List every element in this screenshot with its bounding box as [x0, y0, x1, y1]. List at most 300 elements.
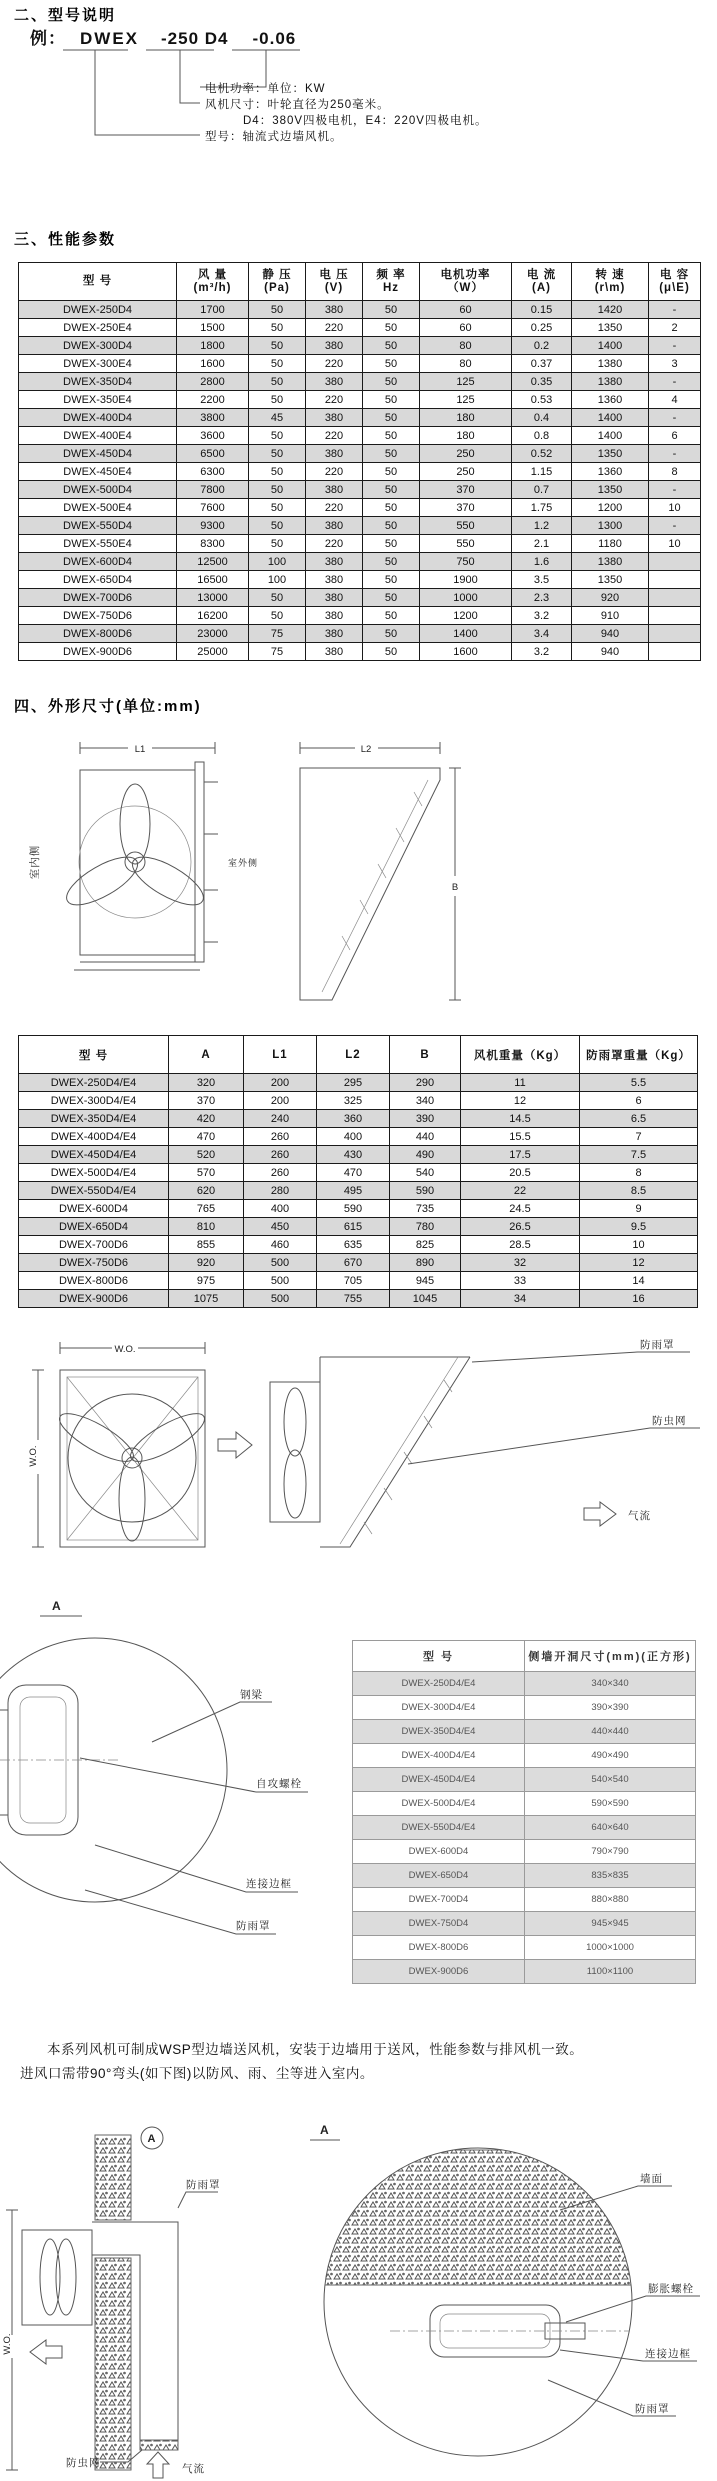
table-cell: 380: [306, 517, 363, 535]
table-cell: 1600: [420, 643, 512, 661]
table-cell: -: [649, 481, 701, 499]
callout-fan-size: 风机尺寸：叶轮直径为250毫米。: [205, 99, 390, 111]
table-cell: DWEX-900D6: [19, 643, 177, 661]
table-cell: 80: [420, 337, 512, 355]
table-cell: 240: [244, 1110, 317, 1128]
table-cell: 380: [306, 445, 363, 463]
table-cell: 440×440: [525, 1720, 696, 1744]
table-cell: 790×790: [525, 1840, 696, 1864]
table-cell: 0.53: [512, 391, 572, 409]
table-row: [19, 1074, 698, 1092]
table-cell: 380: [306, 625, 363, 643]
table-cell: 280: [244, 1182, 317, 1200]
table-row: [19, 1092, 698, 1110]
table-cell: [649, 589, 701, 607]
table-cell: 50: [363, 535, 420, 553]
table-cell: DWEX-500D4/E4: [19, 1164, 169, 1182]
table-cell: 50: [249, 607, 306, 625]
label-steel-beam: 钢梁: [240, 1689, 263, 1701]
table-cell: DWEX-700D6: [19, 589, 177, 607]
table-cell: 26.5: [461, 1218, 580, 1236]
table-row: [19, 409, 701, 427]
wsp-install-drawings: [0, 2110, 717, 2481]
detail-a-marker: A: [52, 1599, 62, 1613]
table-cell: 7: [580, 1128, 698, 1146]
table-cell: DWEX-450E4: [19, 463, 177, 481]
table-row: [19, 535, 701, 553]
performance-table-body: [19, 301, 701, 661]
table-cell: DWEX-500E4: [19, 499, 177, 517]
table-cell: 7800: [177, 481, 249, 499]
label-rain-hood-wall: 防雨罩: [635, 2403, 670, 2415]
table-row: [353, 1792, 696, 1816]
table-row: [353, 1840, 696, 1864]
table-cell: 电机功率 （W）: [420, 263, 512, 301]
table-row: [353, 1960, 696, 1984]
table-row: [353, 1816, 696, 1840]
table-cell: 25000: [177, 643, 249, 661]
table-cell: 34: [461, 1290, 580, 1308]
table-cell: 3800: [177, 409, 249, 427]
table-cell: 14: [580, 1272, 698, 1290]
table-cell: 6500: [177, 445, 249, 463]
table-cell: DWEX-900D6: [353, 1960, 525, 1984]
table-row: [19, 589, 701, 607]
table-row: [19, 1254, 698, 1272]
table-cell: 1360: [572, 463, 649, 481]
table-cell: 220: [306, 391, 363, 409]
table-cell: 15.5: [461, 1128, 580, 1146]
table-row: [353, 1864, 696, 1888]
table-cell: 200: [244, 1092, 317, 1110]
table-row: [19, 499, 701, 517]
table-cell: 50: [249, 355, 306, 373]
table-cell: 0.2: [512, 337, 572, 355]
table-cell: 50: [363, 607, 420, 625]
table-cell: 转 速 (r\m): [572, 263, 649, 301]
table-cell: 50: [363, 409, 420, 427]
table-cell: DWEX-750D4: [353, 1912, 525, 1936]
table-cell: 50: [363, 445, 420, 463]
table-cell: 390: [390, 1110, 461, 1128]
table-cell: 3.2: [512, 643, 572, 661]
table-cell: 0.35: [512, 373, 572, 391]
table-cell: 550: [420, 535, 512, 553]
table-cell: 500: [244, 1290, 317, 1308]
table-cell: -: [649, 373, 701, 391]
table-cell: 945×945: [525, 1912, 696, 1936]
table-row: [19, 337, 701, 355]
table-row: [353, 1912, 696, 1936]
table-cell: DWEX-350D4: [19, 373, 177, 391]
table-cell: 325: [317, 1092, 390, 1110]
table-cell: 50: [363, 553, 420, 571]
table-cell: 920: [169, 1254, 244, 1272]
table-cell: 防雨罩重量（Kg）: [580, 1036, 698, 1074]
table-cell: 50: [363, 625, 420, 643]
dimension-table: [18, 1035, 698, 1308]
table-cell: 3.2: [512, 607, 572, 625]
table-row: [19, 571, 701, 589]
table-cell: 765: [169, 1200, 244, 1218]
table-cell: 16500: [177, 571, 249, 589]
table-cell: 11: [461, 1074, 580, 1092]
table-cell: 1.15: [512, 463, 572, 481]
table-cell: 945: [390, 1272, 461, 1290]
table-row: [19, 1110, 698, 1128]
label-indoor-side: 室内侧: [29, 844, 41, 880]
table-cell: 380: [306, 643, 363, 661]
table-row: [19, 373, 701, 391]
table-cell: 9.5: [580, 1218, 698, 1236]
table-cell: 975: [169, 1272, 244, 1290]
table-cell: 890: [390, 1254, 461, 1272]
table-cell: 380: [306, 373, 363, 391]
table-cell: 50: [363, 355, 420, 373]
label-expansion-bolt: 膨胀螺栓: [648, 2283, 694, 2295]
table-cell: 型 号: [19, 263, 177, 301]
table-cell: 1350: [572, 571, 649, 589]
table-cell: 24.5: [461, 1200, 580, 1218]
table-cell: 50: [363, 391, 420, 409]
table-cell: 50: [363, 589, 420, 607]
table-row: [19, 1200, 698, 1218]
table-cell: 1300: [572, 517, 649, 535]
table-cell: 1500: [177, 319, 249, 337]
table-cell: 620: [169, 1182, 244, 1200]
table-cell: 2800: [177, 373, 249, 391]
table-cell: 260: [244, 1146, 317, 1164]
table-cell: 8300: [177, 535, 249, 553]
table-cell: 590: [390, 1182, 461, 1200]
table-cell: 380: [306, 589, 363, 607]
table-cell: DWEX-650D4: [19, 571, 177, 589]
table-row: [19, 445, 701, 463]
table-row: [353, 1888, 696, 1912]
table-cell: 静 压 (Pa): [249, 263, 306, 301]
elbow-install-drawing: [2, 2127, 221, 2478]
table-cell: DWEX-350E4: [19, 391, 177, 409]
table-cell: 50: [249, 481, 306, 499]
label-self-tapping-bolt: 自攻螺栓: [256, 1778, 302, 1790]
label-insect-screen-install: 防虫网: [66, 2457, 101, 2469]
table-cell: 220: [306, 355, 363, 373]
table-cell: L2: [317, 1036, 390, 1074]
table-cell: 50: [249, 391, 306, 409]
table-cell: 360: [317, 1110, 390, 1128]
table-cell: DWEX-250D4/E4: [353, 1672, 525, 1696]
dimension-table-body: [19, 1074, 698, 1308]
wall-opening-table-body: [353, 1672, 696, 1984]
table-cell: 200: [244, 1074, 317, 1092]
table-cell: 340: [390, 1092, 461, 1110]
table-cell: 370: [420, 499, 512, 517]
table-cell: 370: [169, 1092, 244, 1110]
table-cell: 1200: [420, 607, 512, 625]
table-row: [19, 553, 701, 571]
table-cell: 5.5: [580, 1074, 698, 1092]
table-cell: 6300: [177, 463, 249, 481]
table-cell: DWEX-250E4: [19, 319, 177, 337]
table-cell: 风机重量（Kg）: [461, 1036, 580, 1074]
label-rain-hood-install: 防雨罩: [186, 2179, 221, 2191]
label-connect-frame-wall: 连接边框: [645, 2348, 691, 2360]
table-cell: 0.15: [512, 301, 572, 319]
table-cell: DWEX-650D4: [19, 1218, 169, 1236]
table-cell: 频 率 Hz: [363, 263, 420, 301]
table-cell: 1600: [177, 355, 249, 373]
table-cell: [649, 571, 701, 589]
table-cell: 10: [649, 535, 701, 553]
table-cell: 10: [649, 499, 701, 517]
table-cell: 6.5: [580, 1110, 698, 1128]
table-cell: 50: [363, 319, 420, 337]
table-cell: 20.5: [461, 1164, 580, 1182]
table-cell: -: [649, 445, 701, 463]
table-cell: 2200: [177, 391, 249, 409]
table-cell: 1100×1100: [525, 1960, 696, 1984]
table-cell: 380: [306, 337, 363, 355]
table-cell: 250: [420, 463, 512, 481]
table-cell: 3.5: [512, 571, 572, 589]
table-cell: 50: [249, 427, 306, 445]
table-cell: DWEX-450D4/E4: [19, 1146, 169, 1164]
hood-labeled-drawing: [218, 1339, 700, 1547]
table-cell: -: [649, 337, 701, 355]
table-cell: 460: [244, 1236, 317, 1254]
fan-front-view-drawing: [28, 1342, 210, 1547]
example-part-series: DWEX: [80, 29, 139, 48]
table-row: [353, 1720, 696, 1744]
table-cell: 290: [390, 1074, 461, 1092]
table-cell: 33: [461, 1272, 580, 1290]
table-cell: 1380: [572, 355, 649, 373]
label-airflow-out: 气流: [628, 1510, 651, 1522]
table-cell: DWEX-800D6: [19, 625, 177, 643]
table-cell: DWEX-250D4/E4: [19, 1074, 169, 1092]
table-cell: 670: [317, 1254, 390, 1272]
table-cell: 8: [580, 1164, 698, 1182]
table-cell: 50: [249, 499, 306, 517]
table-row: [19, 355, 701, 373]
table-cell: 825: [390, 1236, 461, 1254]
callout-motor-type: D4：380V四极电机，E4：220V四极电机。: [243, 115, 488, 127]
table-cell: 220: [306, 427, 363, 445]
table-cell: 1400: [572, 427, 649, 445]
table-cell: -: [649, 301, 701, 319]
table-cell: 705: [317, 1272, 390, 1290]
table-cell: DWEX-300D4/E4: [353, 1696, 525, 1720]
table-cell: 9300: [177, 517, 249, 535]
table-cell: DWEX-300D4/E4: [19, 1092, 169, 1110]
detail-a-callout: A: [147, 2133, 157, 2145]
dim-label-b: B: [451, 882, 459, 893]
dim-label-wo-left: W.O.: [28, 1445, 39, 1467]
table-cell: 50: [249, 589, 306, 607]
table-cell: 32: [461, 1254, 580, 1272]
table-cell: 340×340: [525, 1672, 696, 1696]
table-cell: 50: [249, 517, 306, 535]
table-cell: 50: [363, 643, 420, 661]
table-cell: 0.8: [512, 427, 572, 445]
table-cell: 50: [249, 445, 306, 463]
table-cell: 940: [572, 625, 649, 643]
table-cell: 540×540: [525, 1768, 696, 1792]
table-cell: DWEX-600D4: [19, 553, 177, 571]
section-heading-dimensions: 四、外形尺寸(单位:mm): [14, 698, 202, 715]
table-cell: 380: [306, 607, 363, 625]
table-cell: 220: [306, 463, 363, 481]
table-cell: 75: [249, 625, 306, 643]
table-cell: DWEX-250D4: [19, 301, 177, 319]
table-cell: 220: [306, 499, 363, 517]
wall-detail-a-drawing: [310, 2123, 700, 2456]
label-wall-surface: 墙面: [640, 2173, 663, 2185]
table-cell: 1000: [420, 589, 512, 607]
wsp-note: [20, 2038, 696, 2086]
table-cell: DWEX-750D6: [19, 1254, 169, 1272]
table-cell: 1400: [420, 625, 512, 643]
table-cell: DWEX-350D4/E4: [19, 1110, 169, 1128]
table-cell: 320: [169, 1074, 244, 1092]
table-row: [19, 1236, 698, 1254]
table-cell: 1400: [572, 409, 649, 427]
table-cell: DWEX-900D6: [19, 1290, 169, 1308]
table-cell: 125: [420, 373, 512, 391]
table-cell: 0.4: [512, 409, 572, 427]
table-row: [19, 607, 701, 625]
dimension-table-head: [19, 1036, 698, 1074]
wsp-note-line2: 进风口需带90°弯头(如下图)以防风、雨、尘等进入室内。: [20, 2066, 374, 2081]
table-cell: DWEX-300D4: [19, 337, 177, 355]
table-cell: 4: [649, 391, 701, 409]
table-cell: 2.1: [512, 535, 572, 553]
table-cell: 50: [249, 463, 306, 481]
table-row: [353, 1936, 696, 1960]
table-cell: 1350: [572, 481, 649, 499]
table-cell: -: [649, 409, 701, 427]
table-row: [19, 643, 701, 661]
table-cell: 1800: [177, 337, 249, 355]
dim-label-wo-top: W.O.: [114, 1344, 136, 1355]
table-row: [19, 625, 701, 643]
table-cell: DWEX-500D4: [19, 481, 177, 499]
table-cell: 9: [580, 1200, 698, 1218]
table-row: [19, 481, 701, 499]
table-cell: DWEX-600D4: [19, 1200, 169, 1218]
label-insect-screen: 防虫网: [652, 1415, 687, 1427]
table-cell: 100: [249, 571, 306, 589]
table-row: [19, 1272, 698, 1290]
fan-side-view-drawing: [28, 742, 258, 970]
table-cell: 420: [169, 1110, 244, 1128]
table-cell: 2.3: [512, 589, 572, 607]
table-cell: 1.2: [512, 517, 572, 535]
table-cell: 80: [420, 355, 512, 373]
table-cell: 1045: [390, 1290, 461, 1308]
table-cell: [649, 607, 701, 625]
table-cell: DWEX-550D4: [19, 517, 177, 535]
table-cell: 400: [317, 1128, 390, 1146]
table-cell: 0.25: [512, 319, 572, 337]
table-row: [19, 1182, 698, 1200]
table-cell: DWEX-350D4/E4: [353, 1720, 525, 1744]
table-cell: 430: [317, 1146, 390, 1164]
table-cell: 电 流 (A): [512, 263, 572, 301]
table-cell: 550: [420, 517, 512, 535]
table-cell: 1700: [177, 301, 249, 319]
label-rain-hood-detail: 防雨罩: [236, 1920, 271, 1932]
table-cell: 型 号: [353, 1641, 525, 1672]
table-cell: 490: [390, 1146, 461, 1164]
label-connect-frame: 连接边框: [246, 1878, 292, 1890]
table-cell: 50: [249, 535, 306, 553]
table-cell: B: [390, 1036, 461, 1074]
table-row: [19, 1218, 698, 1236]
installation-drawings: [0, 1322, 717, 1580]
table-cell: 10: [580, 1236, 698, 1254]
table-cell: DWEX-550E4: [19, 535, 177, 553]
wsp-note-line1: 本系列风机可制成WSP型边墙送风机，安装于边墙用于送风，性能参数与排风机一致。: [47, 2042, 584, 2057]
table-cell: 0.7: [512, 481, 572, 499]
table-cell: 540: [390, 1164, 461, 1182]
table-cell: 16: [580, 1290, 698, 1308]
table-cell: 50: [363, 481, 420, 499]
table-cell: 12: [461, 1092, 580, 1110]
table-cell: 180: [420, 427, 512, 445]
dim-label-l1: L1: [134, 744, 146, 755]
table-cell: 7600: [177, 499, 249, 517]
table-cell: DWEX-800D6: [353, 1936, 525, 1960]
table-row: [353, 1696, 696, 1720]
table-cell: 855: [169, 1236, 244, 1254]
example-part-power: -0.06: [252, 29, 297, 48]
table-cell: 28.5: [461, 1236, 580, 1254]
table-cell: 500: [244, 1254, 317, 1272]
table-cell: 6: [649, 427, 701, 445]
table-cell: DWEX-400D4: [19, 409, 177, 427]
table-cell: DWEX-400E4: [19, 427, 177, 445]
table-cell: 23000: [177, 625, 249, 643]
table-cell: 14.5: [461, 1110, 580, 1128]
performance-table-head: [19, 263, 701, 301]
table-cell: 45: [249, 409, 306, 427]
table-cell: 1350: [572, 319, 649, 337]
table-cell: 1900: [420, 571, 512, 589]
table-row: [19, 1036, 698, 1074]
table-cell: 380: [306, 553, 363, 571]
performance-table: [18, 262, 701, 661]
table-cell: 1200: [572, 499, 649, 517]
table-cell: 570: [169, 1164, 244, 1182]
table-cell: DWEX-450D4/E4: [353, 1768, 525, 1792]
table-cell: 电 压 (V): [306, 263, 363, 301]
table-cell: 3600: [177, 427, 249, 445]
table-cell: DWEX-450D4: [19, 445, 177, 463]
table-cell: 590×590: [525, 1792, 696, 1816]
table-cell: 470: [317, 1164, 390, 1182]
table-cell: DWEX-500D4/E4: [353, 1792, 525, 1816]
table-cell: 50: [363, 373, 420, 391]
table-cell: 50: [363, 337, 420, 355]
hood-side-view-drawing: [300, 742, 461, 1000]
table-cell: 400: [244, 1200, 317, 1218]
table-cell: 8.5: [580, 1182, 698, 1200]
table-row: [353, 1768, 696, 1792]
table-cell: 500: [244, 1272, 317, 1290]
table-cell: 电 容 (μ\E): [649, 263, 701, 301]
table-cell: 220: [306, 535, 363, 553]
